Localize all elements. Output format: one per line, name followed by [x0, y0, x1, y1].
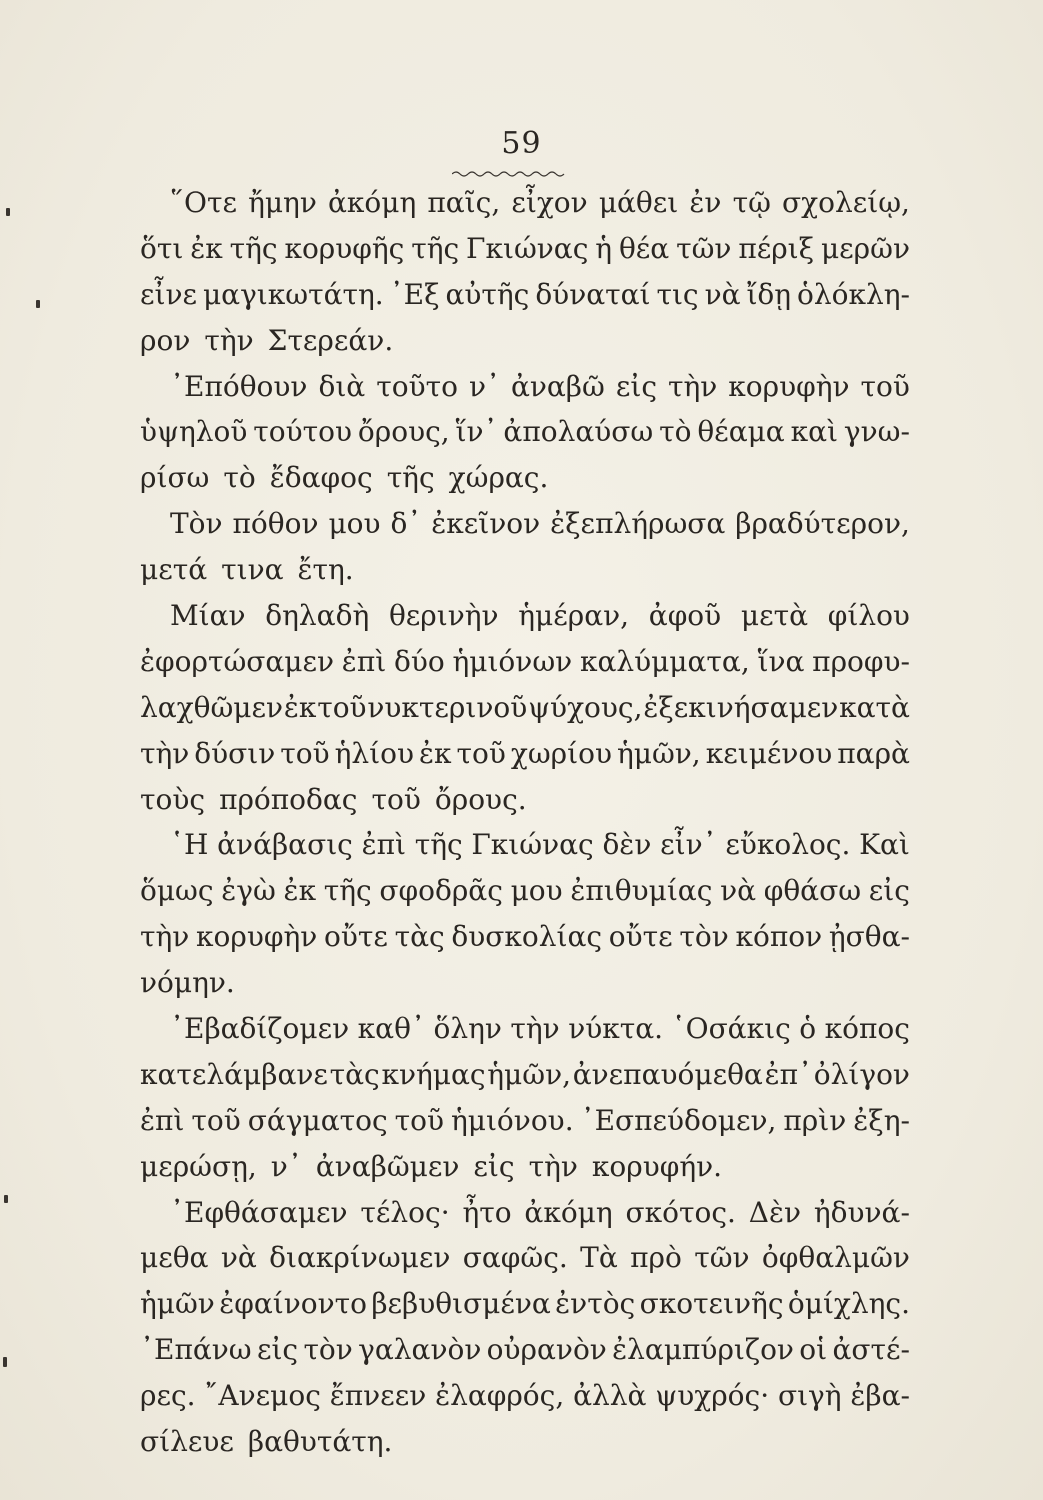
text-line: ὅμως ἐγὼ ἐκ τῆς σφοδρᾶς μου ἐπιθυμίας νὰ φθάσω εἰς: [140, 874, 910, 908]
text-line: ᾿Εφθάσαμεν τέλος· ἦτο ἀκόμη σκότος. Δὲν ἠδυνά-: [170, 1195, 910, 1229]
text-line: τὴν κορυφὴν οὔτε τὰς δυσκολίας οὔτε τὸν κόπον ᾐσθα-: [140, 920, 910, 954]
text-line: ᾿Εβαδίζομεν καθ᾿ ὅλην τὴν νύκτα. ῾Οσάκις ὁ κόπος: [170, 1012, 910, 1046]
text-line: τοὺς πρόποδας τοῦ ὄρους.: [140, 782, 527, 816]
margin-mark: [6, 208, 10, 216]
text-line: ᾿Επάνω εἰς τὸν γαλανὸν οὐρανὸν ἐλαμπύριζον οἱ ἀστέ-: [140, 1333, 910, 1367]
text-line: ρες. ῎Ανεμος ἔπνεεν ἐλαφρός, ἀλλὰ ψυχρός· σιγὴ ἐβα-: [140, 1379, 910, 1413]
text-line: ἐπὶ τοῦ σάγματος τοῦ ἡμιόνου. ᾿Εσπεύδομεν, πρὶν ἐξη-: [140, 1103, 910, 1137]
page-number-ornament: [452, 168, 568, 178]
text-line: μερώσῃ, ν᾿ ἀναβῶμεν εἰς τὴν κορυφήν.: [140, 1149, 723, 1183]
text-line: ρίσω τὸ ἔδαφος τῆς χώρας.: [140, 461, 549, 495]
text-line: ἡμῶν ἐφαίνοντο βεβυθισμένα ἐντὸς σκοτεινῆς ὁμίχλης.: [140, 1287, 910, 1321]
body-text: [140, 180, 910, 1465]
text-line: σίλευε βαθυτάτη.: [140, 1425, 393, 1459]
text-line: λαχθῶμεν ἐκ τοῦ νυκτερινοῦ ψύχους, ἐξεκινήσαμεν κατὰ: [140, 690, 910, 724]
page-number: 59: [501, 126, 542, 161]
text-line: κατελάμβανε τὰς κνήμας ἡμῶν, ἀνεπαυόμεθα ἐπ᾿ ὀλίγον: [140, 1057, 910, 1091]
text-line: ῾Η ἀνάβασις ἐπὶ τῆς Γκιώνας δὲν εἶν᾿ εὔκολος. Καὶ: [170, 828, 910, 862]
text-line: Τὸν πόθον μου δ᾿ ἐκεῖνον ἐξεπλήρωσα βραδύτερον,: [170, 507, 910, 541]
text-line: Μίαν δηλαδὴ θερινὴν ἡμέραν, ἀφοῦ μετὰ φίλου: [170, 599, 910, 633]
text-line: ῞Οτε ἤμην ἀκόμη παῖς, εἶχον μάθει ἐν τῷ σχολείῳ,: [170, 186, 910, 219]
text-line: μεθα νὰ διακρίνωμεν σαφῶς. Τὰ πρὸ τῶν ὀφθαλμῶν: [140, 1241, 910, 1275]
text-line: ἐφορτώσαμεν ἐπὶ δύο ἡμιόνων καλύμματα, ἵνα προφυ-: [140, 644, 910, 678]
text-line: μετά τινα ἔτη.: [140, 553, 354, 587]
margin-mark: [36, 300, 40, 308]
text-line: ᾿Επόθουν διὰ τοῦτο ν᾿ ἀναβῶ εἰς τὴν κορυφὴν τοῦ: [170, 369, 910, 403]
text-line: ὅτι ἐκ τῆς κορυφῆς τῆς Γκιώνας ἡ θέα τῶν πέριξ μερῶν: [140, 231, 910, 265]
margin-mark: [3, 1357, 7, 1367]
text-line: ρον τὴν Στερεάν.: [140, 323, 394, 357]
text-line: εἶνε μαγικωτάτη. ᾿Εξ αὐτῆς δύναταί τις νὰ ἴδῃ ὁλόκλη-: [140, 277, 910, 311]
text-line: νόμην.: [140, 966, 235, 1000]
text-line: τὴν δύσιν τοῦ ἡλίου ἐκ τοῦ χωρίου ἡμῶν, κειμένου παρὰ: [140, 736, 910, 770]
margin-mark: [4, 1195, 8, 1203]
text-line: ὑψηλοῦ τούτου ὄρους, ἵν᾿ ἀπολαύσω τὸ θέαμα καὶ γνω-: [140, 415, 910, 449]
